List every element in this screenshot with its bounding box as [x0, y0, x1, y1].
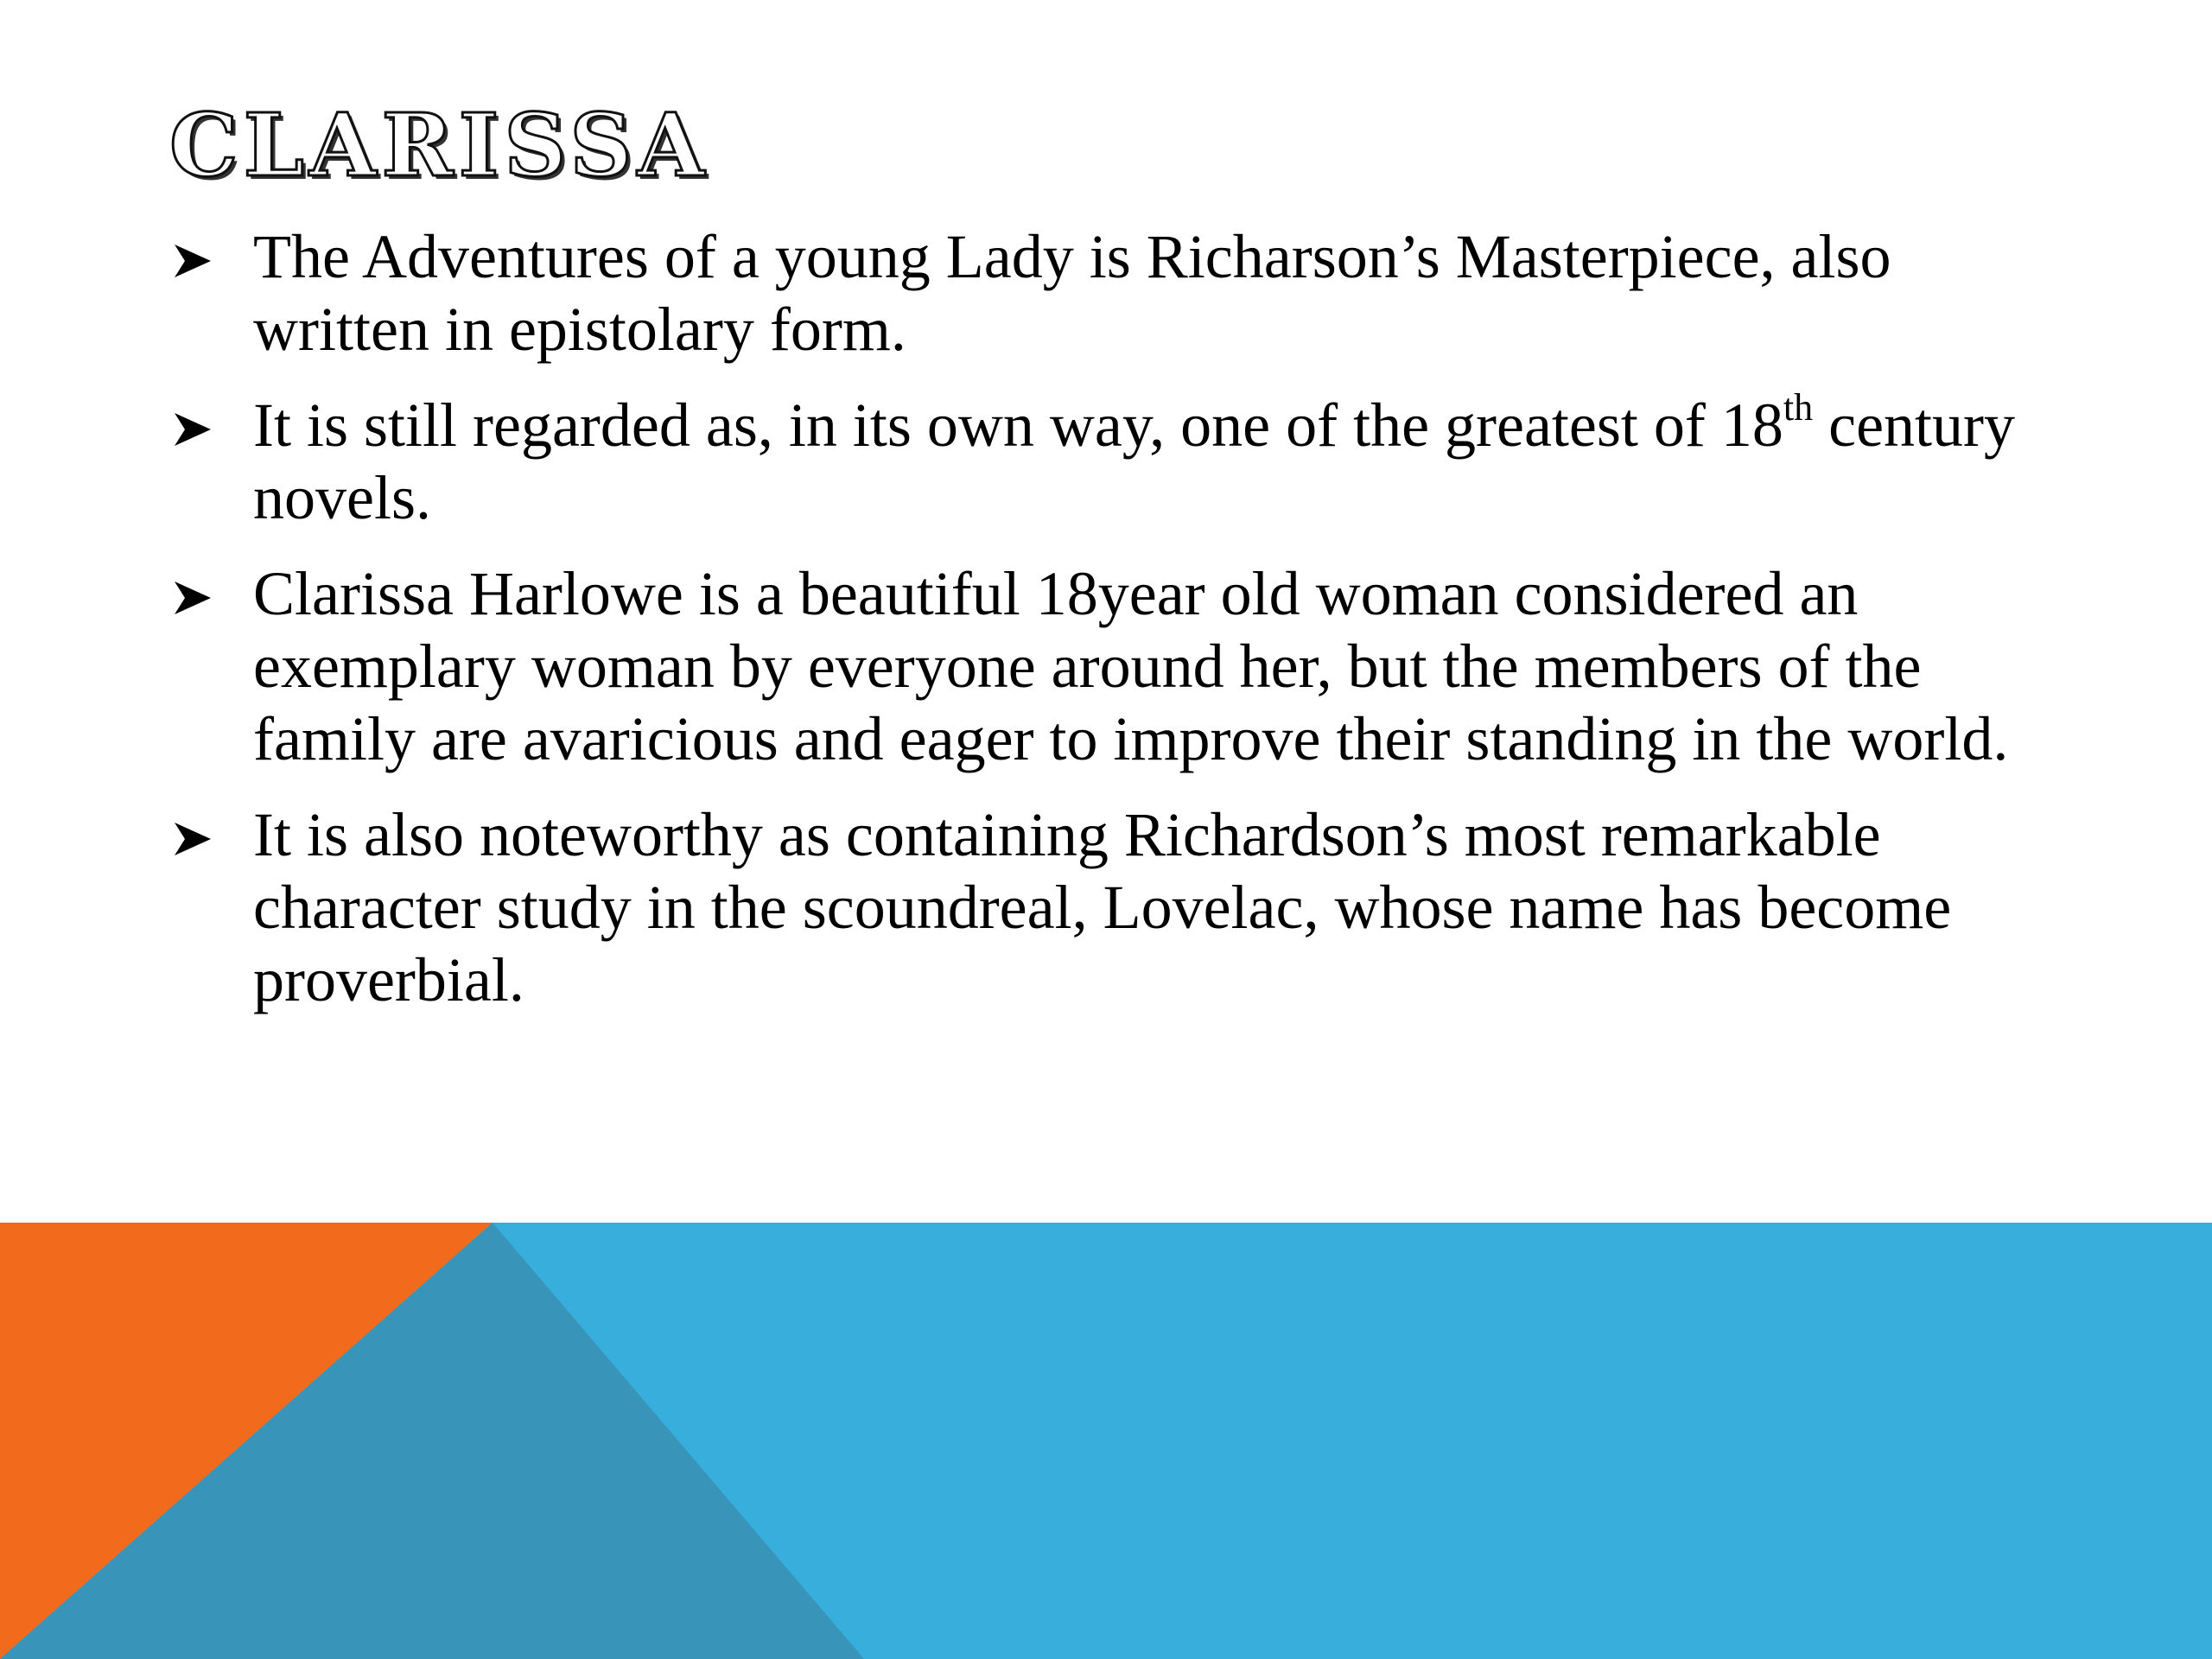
bullet-item [169, 798, 2044, 1016]
bullet-text: It is still regarded as, in its own way, one of the greatest of 18 [253, 391, 1783, 460]
arrowhead-bullet-icon [173, 578, 213, 618]
arrowhead-bullet-icon [173, 410, 213, 449]
bullet-item [169, 557, 2044, 775]
superscript: th [1783, 386, 1814, 429]
bullet-text-continued: century novels. [253, 391, 2016, 532]
bullet-text: The Adventures of a young Lady is Richarson’s Masterpiece, also written in epistolary form. [253, 222, 1891, 364]
decorative-footer-band [0, 1223, 2212, 1659]
arrowhead-bullet-icon [173, 241, 213, 281]
bullet-item [169, 386, 2044, 534]
bullet-text: It is also noteworthy as containing Richardson’s most remarkable character study in the scoundreal, Lovelac, whose name has become proverbial. [253, 800, 1952, 1014]
bullet-item [169, 220, 2044, 365]
bullet-list [169, 220, 2044, 1039]
slide-title: CLARISSA [169, 94, 710, 196]
bullet-text: Clarissa Harlowe is a beautiful 18year old woman considered an exemplary woman by everyone around her, but the members of the family are avaricious and eager to improve their standing in the world. [253, 559, 2009, 773]
arrowhead-bullet-icon [173, 819, 213, 859]
